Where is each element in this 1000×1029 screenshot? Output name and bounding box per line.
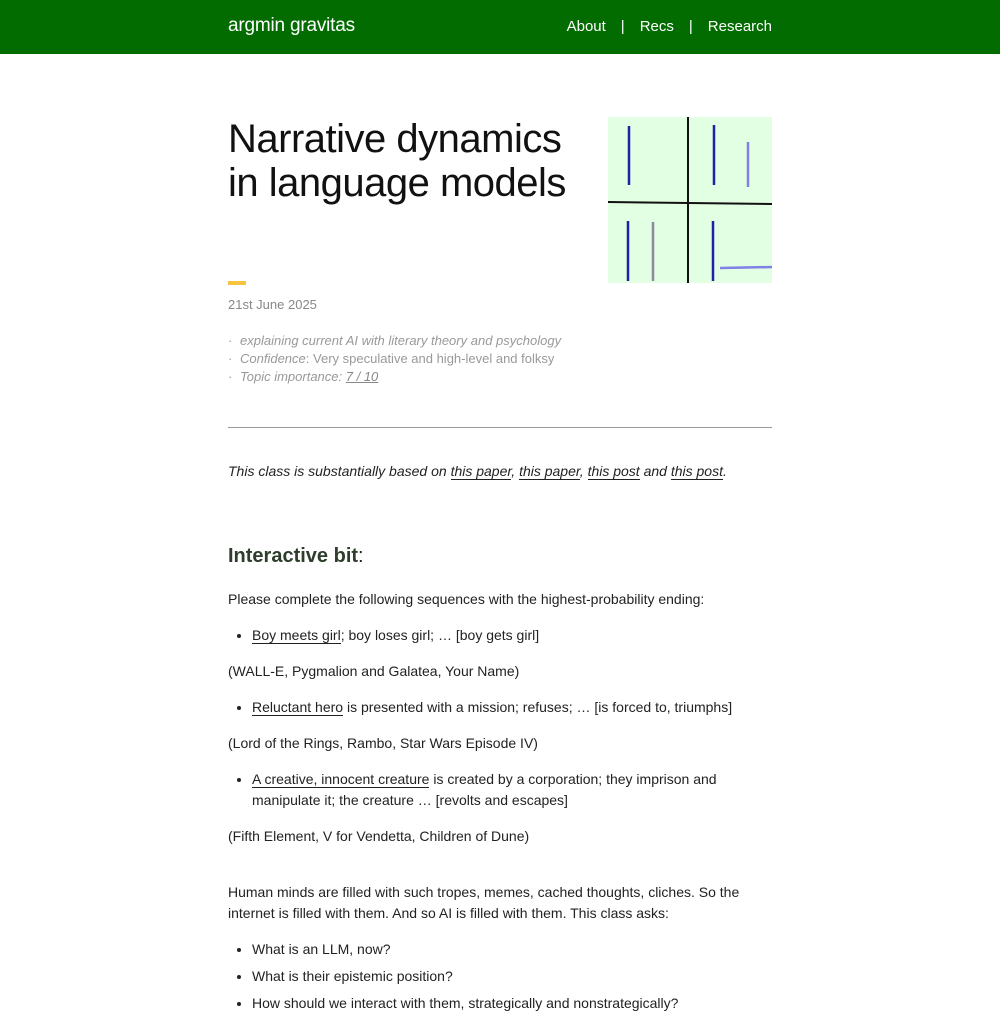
importance-label: Topic importance — [240, 369, 339, 384]
prompt-paragraph: Please complete the following sequences with the highest-probability ending: — [228, 591, 705, 607]
trope-link-creative-creature[interactable]: A creative, innocent creature — [252, 771, 430, 787]
spacer — [228, 862, 772, 882]
sequence-list — [228, 625, 772, 646]
intro-separator: , — [511, 463, 520, 479]
question-list — [228, 939, 772, 1014]
sequence-text: ; boy loses girl; … [boy gets girl] — [340, 627, 540, 643]
meta-summary: · explaining current AI with literary theory and psychology — [228, 332, 561, 350]
list-item — [252, 697, 772, 718]
hero-illustration — [608, 117, 772, 283]
intro-paragraph — [228, 463, 772, 479]
list-item — [252, 769, 772, 811]
page-title: Narrative dynamics in language models — [228, 117, 566, 205]
nav-separator: | — [688, 18, 693, 35]
site-header — [0, 0, 1000, 54]
section-heading-text: Interactive bit — [228, 545, 359, 567]
confidence-label: Confidence — [240, 351, 306, 366]
post-date: 21st June 2025 — [228, 297, 317, 312]
section-heading-colon: : — [358, 545, 364, 567]
trope-link-boy-meets-girl[interactable]: Boy meets girl — [252, 627, 341, 643]
paper-link-2[interactable]: this paper — [519, 463, 580, 479]
post-metadata — [228, 332, 561, 386]
list-item: • What is their epistemic position? — [252, 966, 772, 987]
meta-confidence — [228, 350, 561, 368]
post-link-1[interactable]: this post — [587, 463, 640, 479]
importance-link[interactable]: 7 / 10 — [345, 369, 379, 384]
site-title-link[interactable]: argmin gravitas — [228, 15, 355, 36]
sequence-list — [228, 769, 772, 811]
sequence-text: is presented with a mission; refuses; … [is forced to, triumphs] — [343, 699, 733, 715]
accent-bar — [228, 281, 246, 285]
importance-separator: : — [338, 369, 346, 384]
examples-paragraph: (Fifth Element, V for Vendetta, Children of Dune) — [228, 828, 530, 844]
nav-research[interactable]: Research — [707, 18, 772, 35]
hero-stroke — [720, 267, 772, 268]
nav-separator: | — [620, 18, 625, 35]
trope-link-reluctant-hero[interactable]: Reluctant hero — [252, 699, 344, 715]
intro-separator: and — [639, 463, 671, 479]
nav-recs[interactable]: Recs — [639, 18, 674, 35]
hero-background — [608, 117, 772, 283]
section-heading — [228, 545, 364, 568]
intro-suffix: . — [722, 463, 727, 479]
list-item — [252, 625, 772, 646]
article-body — [228, 589, 772, 1029]
meta-importance — [228, 368, 561, 386]
intro-separator: , — [579, 463, 588, 479]
closing-paragraph: Human minds are filled with such tropes, memes, cached thoughts, cliches. So the internet is filled with them. And so AI is filled with them. This class asks: — [228, 884, 740, 921]
paper-link-1[interactable]: this paper — [450, 463, 512, 479]
confidence-value: : Very speculative and high-level and folksy — [305, 351, 555, 366]
list-item: • How should we interact with them, strategically and nonstrategically? — [252, 993, 772, 1014]
main-nav — [567, 18, 772, 35]
sequence-text: is created by a corporation; they imprison and manipulate it; the creature … [revolts and escapes] — [252, 771, 717, 808]
sequence-list — [228, 697, 772, 718]
divider — [228, 427, 772, 428]
nav-about[interactable]: About — [566, 18, 606, 35]
intro-prefix: This class is substantially based on — [228, 463, 451, 479]
examples-paragraph: (WALL-E, Pygmalion and Galatea, Your Name) — [228, 663, 520, 679]
post-link-2[interactable]: this post — [670, 463, 723, 479]
list-item: • What is an LLM, now? — [252, 939, 772, 960]
examples-paragraph: (Lord of the Rings, Rambo, Star Wars Episode IV) — [228, 735, 538, 751]
